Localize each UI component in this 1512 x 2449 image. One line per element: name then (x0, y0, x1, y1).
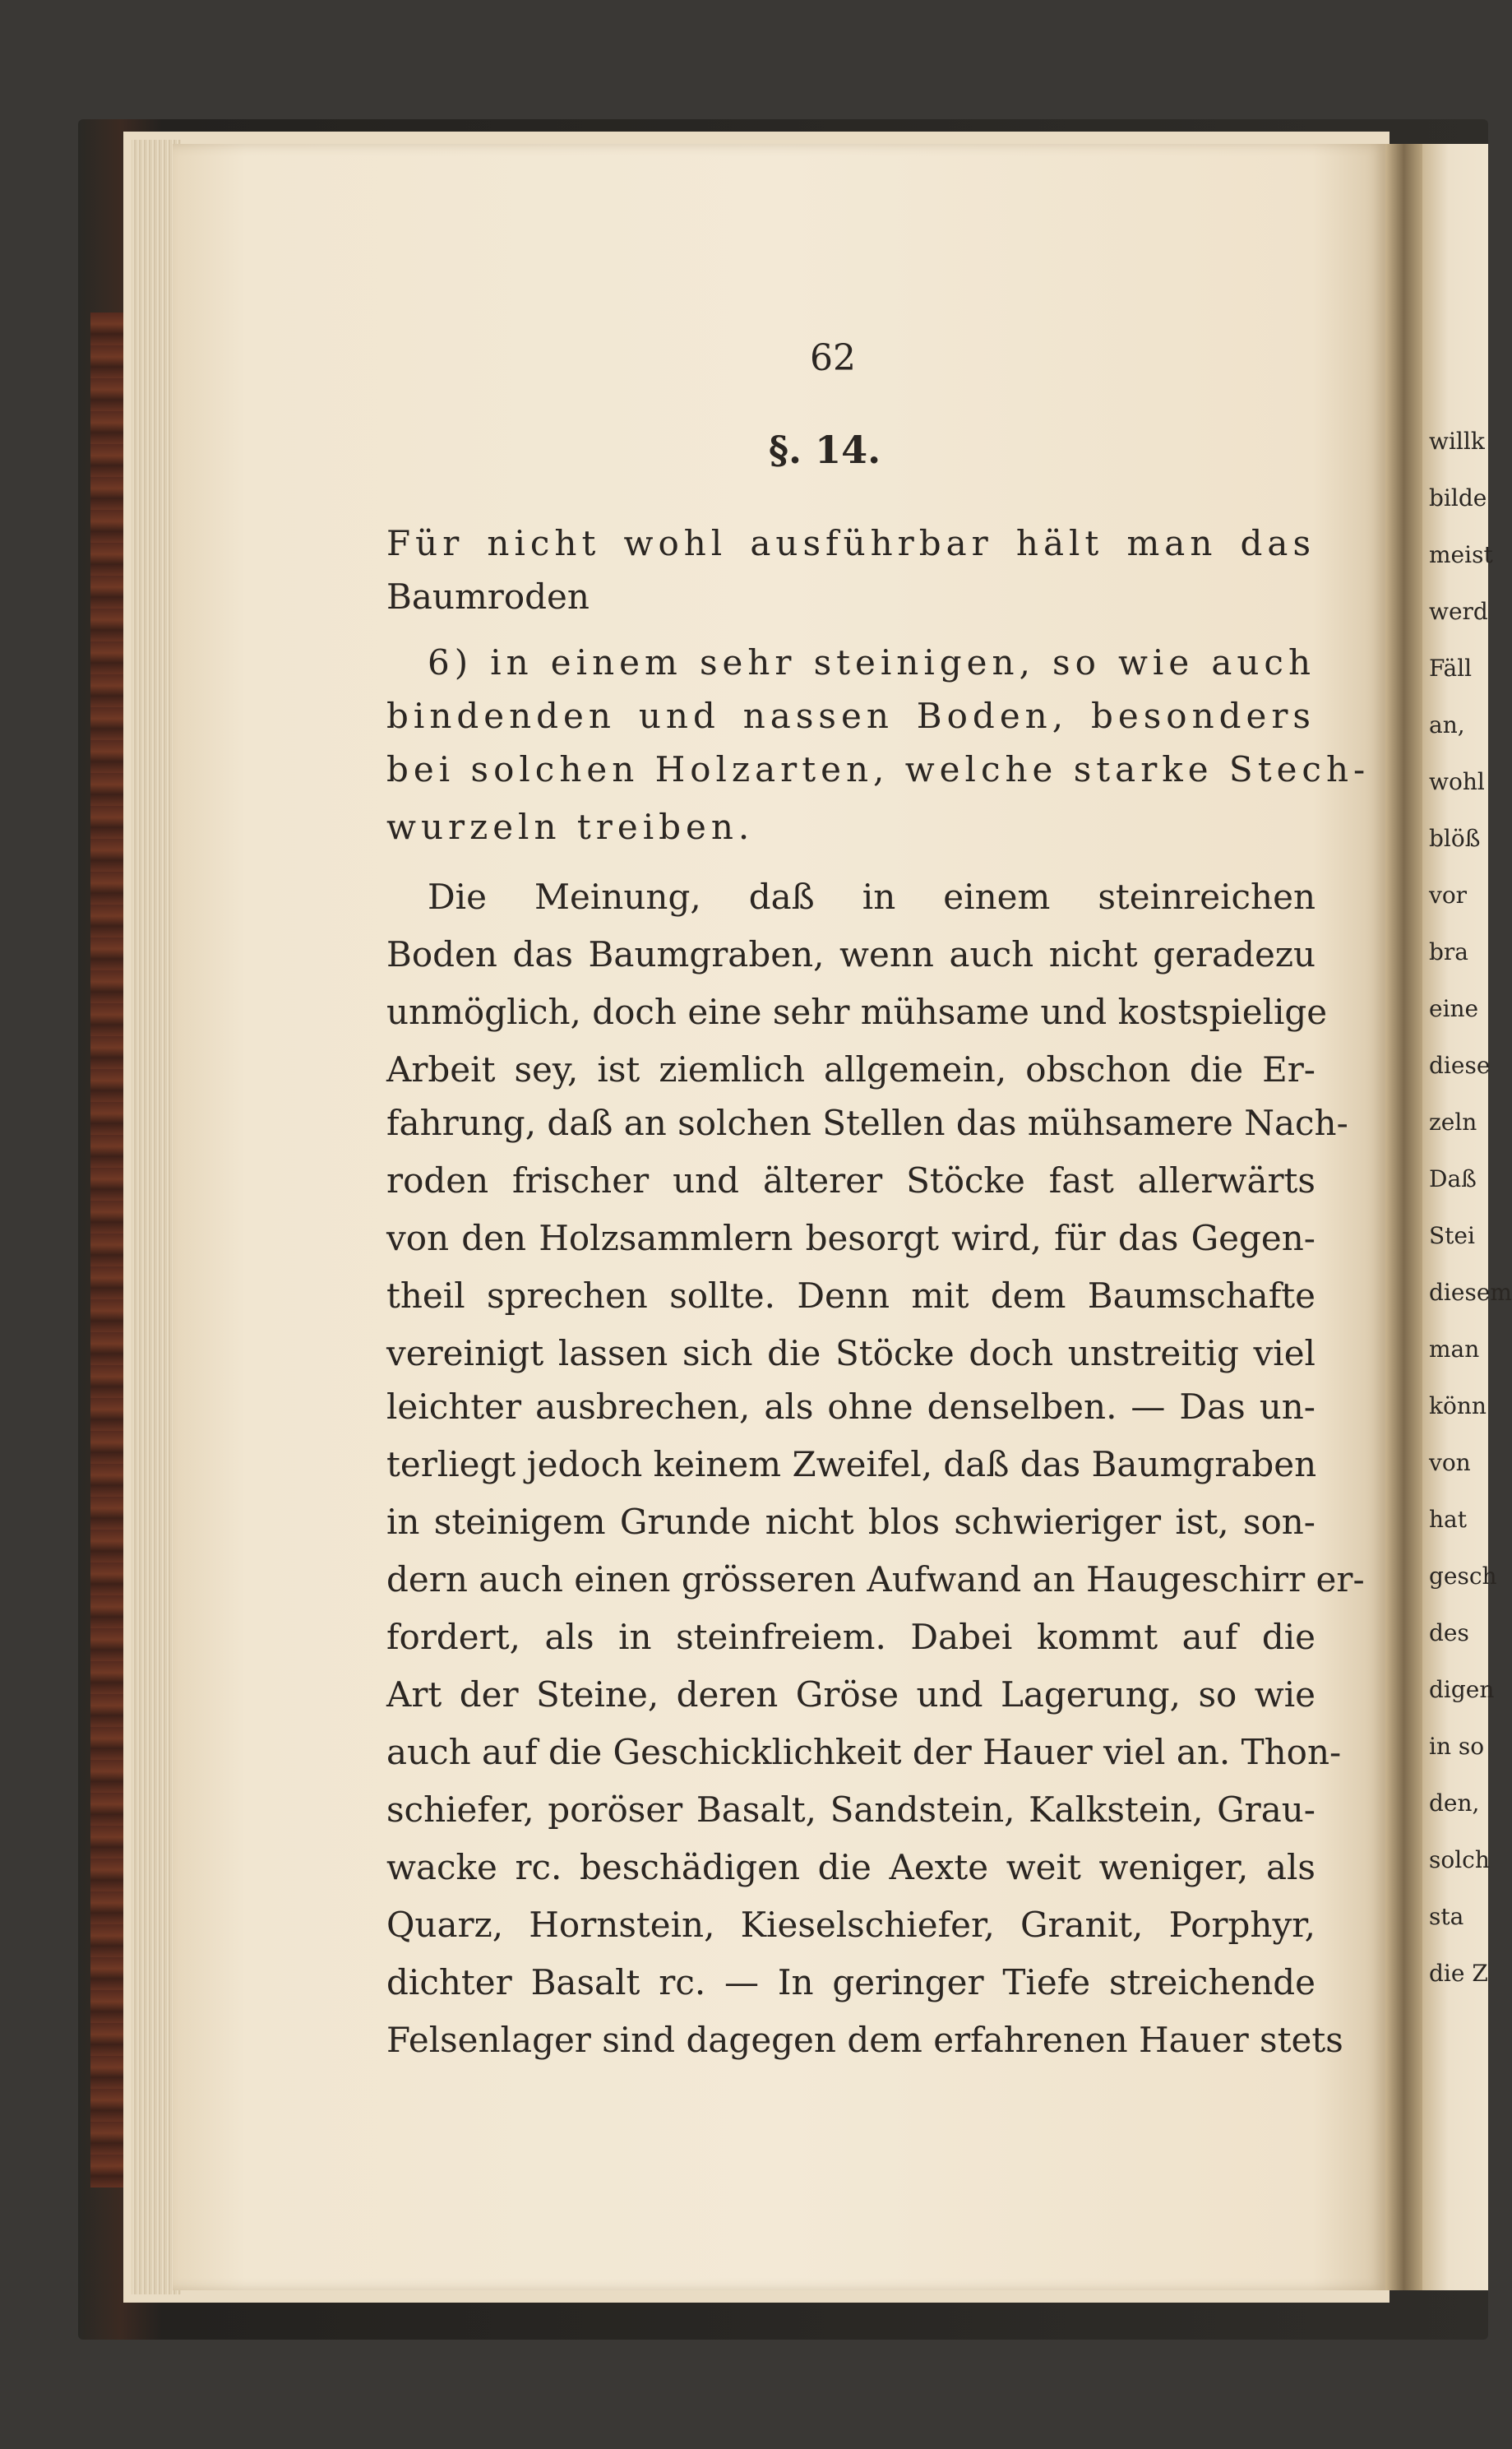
text-line: fahrung, daß an solchen Stellen das mühsamere Nach- (386, 1103, 1348, 1143)
facing-page-fragment: in so (1429, 1733, 1485, 1760)
text-line: dichter Basalt rc. — In geringer Tiefe streichende (386, 1962, 1315, 2002)
section-heading: §. 14. (769, 428, 881, 472)
facing-page-fragment: meist (1429, 541, 1493, 568)
facing-page-fragment: Daß (1429, 1165, 1477, 1192)
facing-page-fragment: blöß (1429, 825, 1481, 852)
text-line: unmöglich, doch eine sehr mühsame und kostspielige (386, 992, 1328, 1032)
facing-page-fragment: diese (1429, 1052, 1491, 1079)
facing-page-fragment: sta (1429, 1903, 1464, 1930)
facing-page-fragment: von (1429, 1449, 1471, 1476)
text-line: roden frischer und älterer Stöcke fast allerwärts (386, 1160, 1315, 1201)
text-line: Boden das Baumgraben, wenn auch nicht geradezu (386, 934, 1315, 975)
text-line: terliegt jedoch keinem Zweifel, daß das Baumgraben (386, 1444, 1317, 1484)
text-line: in steinigem Grunde nicht blos schwieriger ist, son- (386, 1502, 1315, 1542)
facing-page-fragment: die Z (1429, 1960, 1488, 1987)
facing-page-fragment: werd (1429, 598, 1488, 625)
text-line: vereinigt lassen sich die Stöcke doch unstreitig viel (386, 1333, 1315, 1373)
facing-page-fragment: digen (1429, 1676, 1495, 1703)
facing-page-fragment: des (1429, 1619, 1469, 1646)
facing-page-fragment: wohl (1429, 768, 1485, 795)
facing-page-fragment: den, (1429, 1789, 1480, 1817)
facing-page-fragment: diesem (1429, 1279, 1512, 1306)
book-gutter (1385, 144, 1422, 2290)
text-line: leichter ausbrechen, als ohne denselben. — Das un- (386, 1387, 1315, 1427)
facing-page-fragment: Fäll (1429, 655, 1473, 682)
text-line: Die Meinung, daß in einem steinreichen (428, 877, 1315, 917)
facing-page-fragment: man (1429, 1336, 1480, 1363)
facing-page-fragment: bilde (1429, 484, 1487, 512)
facing-page-fragment: gesch (1429, 1562, 1497, 1590)
text-line: Felsenlager sind dagegen dem erfahrenen Hauer stets (386, 2020, 1343, 2060)
facing-page-fragment: solch (1429, 1846, 1490, 1873)
facing-page-fragment: Stei (1429, 1222, 1475, 1249)
text-line: Quarz, Hornstein, Kieselschiefer, Granit, Porphyr, (386, 1905, 1315, 1945)
text-line: Arbeit sey, ist ziemlich allgemein, obschon die Er- (386, 1049, 1315, 1090)
text-line: fordert, als in steinfreiem. Dabei kommt auf die (386, 1617, 1315, 1657)
text-line: wacke rc. beschädigen die Aexte weit weniger, als (386, 1847, 1315, 1887)
text-line: bindenden und nassen Boden, besonders (386, 696, 1315, 736)
facing-page-fragment: eine (1429, 995, 1479, 1022)
facing-page-fragment: hat (1429, 1506, 1467, 1533)
facing-page-fragment: an, (1429, 711, 1465, 738)
facing-page-fragment: zeln (1429, 1109, 1477, 1136)
facing-page-fragment: willk (1429, 428, 1485, 455)
page-number: 62 (810, 337, 856, 379)
text-line: theil sprechen sollte. Denn mit dem Baumschafte (386, 1275, 1315, 1316)
text-line: dern auch einen grösseren Aufwand an Haugeschirr er- (386, 1559, 1365, 1599)
facing-page (1422, 144, 1512, 2290)
text-line: auch auf die Geschicklichkeit der Hauer viel an. Thon- (386, 1732, 1342, 1772)
text-line: von den Holzsammlern besorgt wird, für das Gegen- (386, 1218, 1315, 1258)
text-line: bei solchen Holzarten, welche starke Stech- (386, 749, 1371, 789)
text-line: Für nicht wohl ausführbar hält man das (386, 523, 1315, 563)
text-line: Art der Steine, deren Gröse und Lagerung, so wie (386, 1674, 1315, 1715)
text-line: 6) in einem sehr steinigen, so wie auch (428, 642, 1315, 683)
facing-page-fragment: bra (1429, 938, 1469, 965)
text-line: Baumroden (386, 576, 590, 617)
text-line: schiefer, poröser Basalt, Sandstein, Kalkstein, Grau- (386, 1789, 1315, 1830)
text-line: wurzeln treiben. (386, 807, 755, 847)
facing-page-fragment: könn (1429, 1392, 1487, 1419)
facing-page-fragment: vor (1429, 882, 1468, 909)
